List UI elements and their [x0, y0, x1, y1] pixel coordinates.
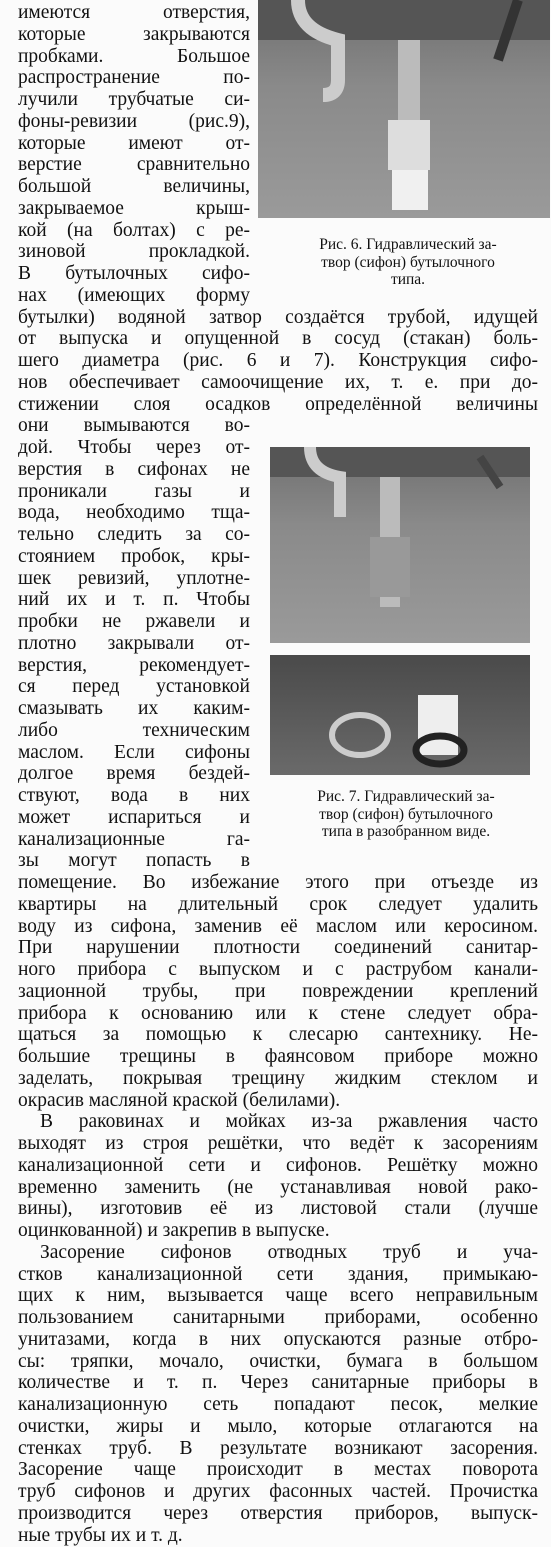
text-line: ствуют, вода в них [18, 785, 250, 806]
text-line: верстия в сифонах не [18, 458, 250, 480]
text-line: которые имеют от- [18, 132, 250, 154]
text-line: временно заменить (не устанавливая новой рако- [18, 1176, 538, 1198]
text-line: долгое время бездей- [18, 763, 250, 785]
caption-line: типа в разобранном виде. [321, 823, 491, 840]
text-line: заделать, покрывая трещину жидким стеклом и [18, 1067, 538, 1089]
caption-line: Рис. 7. Гидравлический за- [317, 788, 495, 805]
caption-line: Рис. 6. Гидравлический за- [319, 236, 497, 253]
text-line: шего диаметра (рис. 6 и 7). Конструкция сифо- [18, 350, 538, 371]
text-line: помещение. Во избежание этого при отъезде из [18, 872, 538, 893]
text-line: канализационную сеть попадают песок, мелкие [18, 1394, 538, 1415]
text-line: которые закрываются [18, 23, 250, 45]
text-line: кой (на болтах) с ре- [18, 219, 250, 241]
text-line: квартиры на длительный срок следует удалить [18, 893, 538, 915]
text-line: зационной трубы, при повреждении креплений [18, 980, 538, 1002]
text-line: нах (имеющих форму [18, 284, 250, 306]
text-line: верстия, рекомендует- [18, 654, 250, 676]
text-line: воду из сифона, заменив её маслом или керосином. [18, 915, 538, 937]
figure-7-photo-bottom [270, 655, 530, 775]
text-line: канализационной сети и сифонов. Решётку можно [18, 1154, 538, 1176]
text-line: ные трубы их и т. д. [18, 1524, 183, 1546]
text-line: ся перед установкой [18, 676, 250, 698]
text-line: может испариться и [18, 806, 250, 828]
figure-7-photo-top [270, 447, 530, 643]
figure-6-caption [266, 236, 550, 289]
text-line: закрываемое крыш- [18, 197, 250, 219]
figure-7-caption [262, 788, 550, 841]
text-line: вины), изготовив её из листовой стали (лучше [18, 1198, 538, 1220]
text-line: пробками. Большое [18, 45, 250, 67]
text-line: щих к ним, вызывается чаще всего неправильным [18, 1285, 538, 1307]
siphon-assembled-image [258, 0, 550, 218]
text-line: бутылки) водяной затвор создаётся трубой, идущей [18, 306, 538, 328]
text-line: Засорение сифонов отводных труб и уча- [40, 1241, 538, 1263]
text-line: прибора к основанию или к стене следует обра- [18, 1002, 538, 1024]
text-line: окрасив масляной краской (белилами). [18, 1089, 341, 1111]
text-line: В раковинах и мойках из-за ржавления часто [40, 1111, 538, 1133]
text-line: очистки, жиры и мыло, которые отлагаются на [18, 1415, 538, 1437]
text-line: труб сифонов и других фасонных частей. Прочистка [18, 1481, 538, 1502]
text-line: маслом. Если сифоны [18, 741, 250, 763]
text-line: оцинкованной) и закрепив в выпуске. [18, 1220, 330, 1241]
siphon-installed-image [270, 447, 530, 643]
text-line: дой. Чтобы через от- [18, 437, 250, 458]
text-line: ного прибора с выпуском и с раструбом канали- [18, 959, 538, 980]
text-line: стижении слоя осадков определённой величины [18, 393, 538, 415]
text-line: шек ревизий, уплотне- [18, 567, 250, 589]
text-line: Засорение чаще происходит в местах поворота [18, 1459, 538, 1481]
text-line: количестве и т. п. Через санитарные приборы в [18, 1372, 538, 1394]
text-line: лучили трубчатые си- [18, 89, 250, 110]
text-line: плотно закрывали от- [18, 632, 250, 654]
text-line: щаться за помощью к слесарю сантехнику. Не- [18, 1024, 538, 1046]
text-line: вода, необходимо тща- [18, 502, 250, 524]
text-line: либо техническим [18, 719, 250, 741]
text-line: сы: тряпки, мочало, очистки, бумага в большом [18, 1350, 538, 1372]
caption-line: твор (сифон) бутылочного [319, 805, 493, 823]
text-line: смазывать их каким- [18, 698, 250, 719]
siphon-disassembled-image [270, 655, 530, 775]
text-line: распространение по- [18, 67, 250, 89]
text-line: канализационные га- [18, 828, 250, 850]
text-line: пробки не ржавели и [18, 611, 250, 632]
text-line: стенках труб. В результате возникают засорения. [18, 1437, 538, 1459]
text-line: выходят из строя решётки, что ведёт к засорениям [18, 1133, 538, 1154]
text-line: стоянием пробок, кры- [18, 545, 250, 567]
text-line: зы могут попасть в [18, 850, 250, 872]
text-line: нов обеспечивает самоочищение их, т. е. при до- [18, 371, 538, 393]
text-line: При нарушении плотности соединений санитар- [18, 937, 538, 959]
text-line: стков канализационной сети здания, примыкаю- [18, 1263, 538, 1285]
text-line: производится через отверстия приборов, выпуск- [18, 1502, 538, 1524]
text-line: верстие сравнительно [18, 154, 250, 176]
text-line: имеются отверстия, [18, 2, 250, 23]
text-line: большой величины, [18, 176, 250, 197]
figure-6-photo [258, 0, 550, 218]
text-line: большие трещины в фаянсовом приборе можно [18, 1046, 538, 1067]
text-line: от выпуска и опущенной в сосуд (стакан) боль- [18, 328, 538, 350]
text-line: проникали газы и [18, 480, 250, 502]
text-line: зиновой прокладкой. [18, 241, 250, 263]
text-line: ний их и т. п. Чтобы [18, 589, 250, 611]
text-line: они вымываются во- [18, 415, 250, 437]
caption-line: твор (сифон) бутылочного [321, 253, 495, 271]
text-line: унитазами, когда в них опускаются разные отбро- [18, 1328, 538, 1350]
text-line: пользованием санитарными приборами, особенно [18, 1307, 538, 1328]
text-line: тельно следить за со- [18, 524, 250, 545]
text-line: фоны-ревизии (рис.9), [18, 110, 250, 132]
caption-line: типа. [390, 271, 426, 288]
text-line: В бутылочных сифо- [18, 263, 250, 284]
